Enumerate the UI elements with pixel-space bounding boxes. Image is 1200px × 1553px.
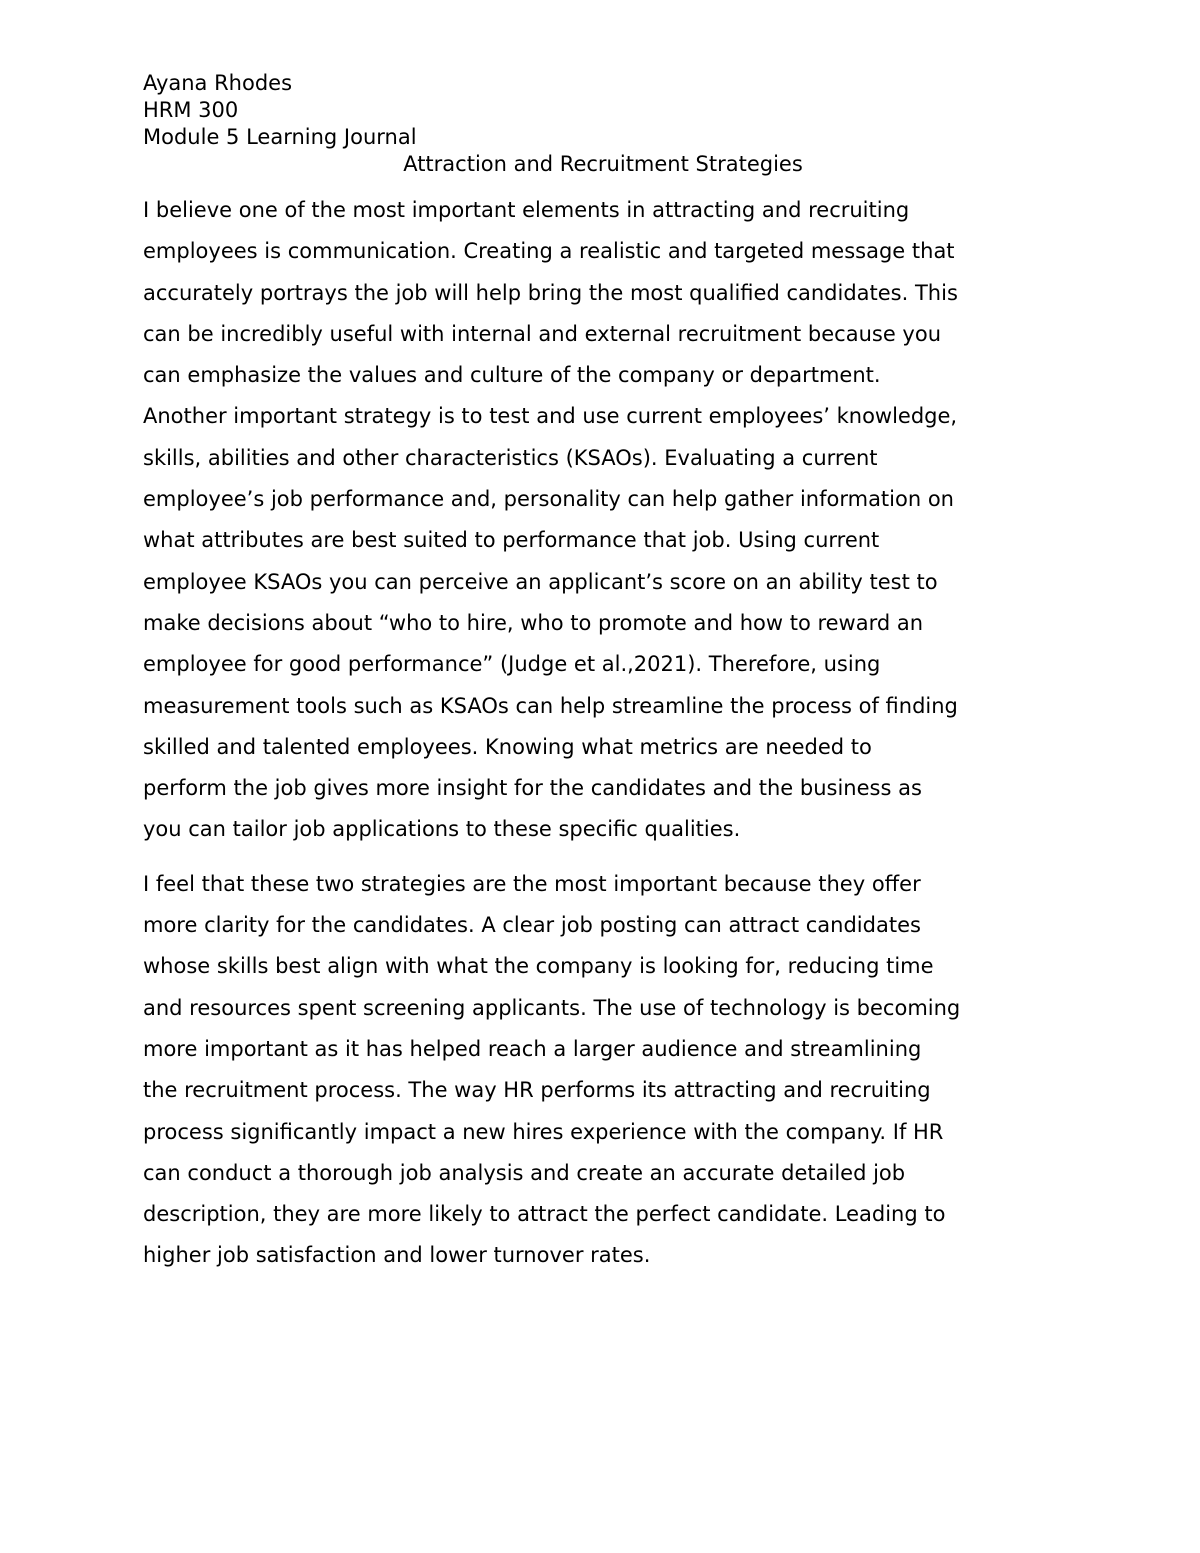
paragraph-line: skilled and talented employees. Knowing what metrics are needed to — [143, 734, 872, 759]
paragraph-line: perform the job gives more insight for the candidates and the business as — [143, 776, 922, 801]
paragraph-line: can be incredibly useful with internal and external recruitment because you — [143, 321, 942, 346]
paragraph-line: measurement tools such as KSAOs can help streamline the process of finding — [143, 693, 958, 718]
paragraph-line: can emphasize the values and culture of the company or department. — [143, 363, 881, 388]
paragraph-line: whose skills best align with what the company is looking for, reducing time — [143, 954, 934, 979]
paragraph-line: you can tailor job applications to these specific qualities. — [143, 817, 741, 842]
paragraph-line: Another important strategy is to test and use current employees’ knowledge, — [143, 404, 958, 429]
paragraph-line: more important as it has helped reach a larger audience and streamlining — [143, 1036, 922, 1061]
assignment-name: Module 5 Learning Journal — [143, 125, 417, 149]
paragraph-line: employee’s job performance and, personality can help gather information on — [143, 487, 954, 512]
paragraph-line: and resources spent screening applicants. The use of technology is becoming — [143, 995, 961, 1020]
paragraph-line: the recruitment process. The way HR performs its attracting and recruiting — [143, 1078, 931, 1103]
paragraph-line: employee for good performance” (Judge et al.,2021). Therefore, using — [143, 652, 881, 677]
paragraph-line: I feel that these two strategies are the most important because they offer — [143, 871, 921, 896]
document-title: Attraction and Recruitment Strategies — [403, 152, 803, 176]
author-name: Ayana Rhodes — [143, 71, 293, 95]
paragraph-line: what attributes are best suited to performance that job. Using current — [143, 528, 880, 553]
paragraph-line: employee KSAOs you can perceive an applicant’s score on an ability test to — [143, 569, 938, 594]
paragraph-line: skills, abilities and other characteristics (KSAOs). Evaluating a current — [143, 445, 878, 470]
paragraph-1 — [143, 190, 1063, 851]
document-page — [143, 70, 1063, 1277]
paragraph-line: I believe one of the most important elements in attracting and recruiting — [143, 198, 910, 222]
paragraph-line: description, they are more likely to attract the perfect candidate. Leading to — [143, 1202, 946, 1227]
paragraph-line: more clarity for the candidates. A clear job posting can attract candidates — [143, 913, 921, 938]
paragraph-line: process significantly impact a new hires experience with the company. If HR — [143, 1119, 944, 1144]
paragraph-line: accurately portrays the job will help bring the most qualified candidates. This — [143, 280, 958, 305]
paragraph-line: higher job satisfaction and lower turnover rates. — [143, 1243, 651, 1268]
course-code: HRM 300 — [143, 98, 239, 122]
paragraph-line: employees is communication. Creating a realistic and targeted message that — [143, 239, 955, 264]
paragraph-2 — [143, 864, 1063, 1277]
paragraph-line: make decisions about “who to hire, who to promote and how to reward an — [143, 610, 924, 635]
paragraph-line: can conduct a thorough job analysis and create an accurate detailed job — [143, 1160, 906, 1185]
